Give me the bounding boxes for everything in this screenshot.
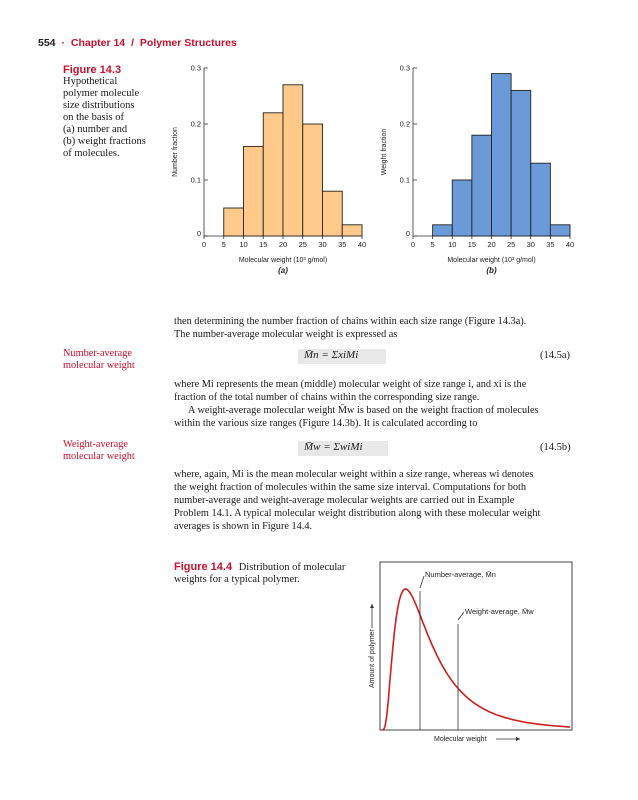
- header-dot: ·: [61, 37, 65, 49]
- x-tick-label-a: 25: [298, 240, 307, 249]
- margin-note-number-average: [63, 348, 135, 372]
- y-axis-arrowhead: [370, 604, 374, 608]
- text-line: where Mi represents the mean (middle) molecular weight of size range i, and xi is the: [174, 379, 527, 390]
- x-tick-label-b: 25: [506, 240, 516, 249]
- y-axis-label-a: Number fraction: [172, 127, 179, 177]
- bar-a: [323, 191, 343, 236]
- bar-b: [452, 180, 472, 236]
- paragraph-3: [174, 468, 586, 533]
- figure-14-4-label: Figure 14.4: [174, 561, 233, 573]
- bar-b: [531, 163, 551, 236]
- x-axis-label: Molecular weight: [434, 736, 487, 743]
- paragraph-1: [174, 315, 586, 341]
- x-tick-label-b: 10: [448, 240, 457, 249]
- caption-line: polymer molecule: [63, 88, 140, 99]
- x-tick-label-b: 30: [526, 240, 535, 249]
- bar-b: [472, 135, 492, 236]
- x-tick-label-b: 40: [565, 240, 575, 249]
- y-axis-label-b: Weight fraction: [381, 128, 388, 176]
- text-line: averages is shown in Figure 14.4.: [174, 521, 313, 532]
- header-slash: /: [131, 37, 134, 49]
- bar-a: [244, 146, 264, 236]
- bar-a: [342, 225, 362, 236]
- y-tick-label-a: 0.2: [190, 119, 201, 129]
- text-line: where, again, Mi is the mean molecular weight within a size range, whereas wi denotes: [174, 469, 534, 480]
- x-tick-label-a: 35: [338, 240, 347, 249]
- y-tick-label-b: 0.1: [399, 175, 410, 185]
- text-line: within the various size ranges (Figure 14.3b). It is calculated according to: [174, 418, 478, 429]
- caption-line: Hypothetical: [63, 76, 118, 87]
- margin-note-weight-average: [63, 439, 135, 463]
- x-tick-label-a: 40: [357, 240, 367, 249]
- text-line: fraction of the total number of chains within the corresponding size range.: [174, 392, 480, 403]
- weight-average-annotation: Weight-average, M̄w: [465, 607, 534, 616]
- caption-line: on the basis of: [63, 112, 124, 123]
- equation-14-5b: M̄w = ΣwiMi: [304, 441, 363, 453]
- caption-line: (b) weight fractions: [63, 136, 146, 147]
- equation-14-5a: M̄n = ΣxiMi: [304, 349, 359, 361]
- equation-14-5b-number: (14.5b): [540, 442, 571, 453]
- caption-line: weights for a typical polymer.: [174, 574, 300, 585]
- chapter-title: Polymer Structures: [139, 37, 237, 49]
- molecular-weight-distribution-plot: [368, 560, 578, 750]
- y-tick-label-b: 0: [405, 229, 410, 238]
- caption-line: (a) number and: [63, 124, 128, 135]
- y-tick-label-b: 0.2: [399, 119, 410, 129]
- x-tick-label-a: 20: [278, 240, 288, 249]
- bar-b: [550, 225, 570, 236]
- bar-a: [224, 208, 244, 236]
- y-tick-label-a: 0: [196, 229, 201, 238]
- chapter-label: Chapter 14: [70, 37, 126, 49]
- bar-a: [263, 113, 283, 236]
- x-axis-arrowhead: [516, 737, 520, 741]
- caption-line: Distribution of molecular: [238, 562, 346, 573]
- text-line: number-average and weight-average molecular weights are carried out in Example: [174, 495, 515, 506]
- x-tick-label-b: 35: [546, 240, 555, 249]
- text-line: Problem 14.1. A typical molecular weight distribution along with these molecular weight: [174, 508, 541, 519]
- paragraph-2: [174, 378, 586, 430]
- x-tick-label-a: 15: [259, 240, 268, 249]
- x-tick-label-a: 5: [221, 240, 226, 249]
- x-axis-label-b: Molecular weight (10³ g/mol): [447, 257, 536, 264]
- text-line: A weight-average molecular weight M̄w is based on the weight fraction of molecules: [188, 405, 539, 416]
- page-number: 554: [38, 37, 56, 49]
- bar-a: [283, 85, 303, 236]
- y-tick-label-a: 0.1: [190, 175, 201, 185]
- margin-note-line: Weight-average: [63, 439, 128, 450]
- bar-b: [511, 90, 531, 236]
- equation-14-5a-number: (14.5a): [540, 350, 571, 361]
- bar-b: [492, 74, 512, 236]
- x-tick-label-b: 5: [430, 240, 435, 249]
- panel-label-a: (a): [278, 266, 288, 275]
- equation-14-5a-box: [298, 349, 386, 364]
- caption-line: of molecules.: [63, 148, 120, 159]
- x-tick-label-a: 10: [239, 240, 248, 249]
- panel-label-b: (b): [486, 266, 497, 275]
- x-tick-label-b: 15: [467, 240, 477, 249]
- figure-14-4-caption: [174, 561, 364, 586]
- bar-b: [433, 225, 453, 236]
- x-tick-label-b: 20: [487, 240, 496, 249]
- x-axis-label-a: Molecular weight (10³ g/mol): [238, 257, 328, 264]
- number-average-annotation: Number-average, M̄n: [425, 570, 496, 579]
- histogram-number-fraction: [0, 0, 638, 290]
- caption-line: size distributions: [63, 100, 135, 111]
- text-line: The number-average molecular weight is expressed as: [174, 329, 398, 340]
- equation-14-5b-box: [298, 441, 388, 456]
- y-axis-label: Amount of polymer: [369, 629, 376, 688]
- margin-note-line: Number-average: [63, 348, 132, 359]
- figure-14-3-label: Figure 14.3: [63, 64, 122, 76]
- margin-note-line: molecular weight: [63, 451, 135, 462]
- x-tick-label-a: 0: [201, 240, 207, 249]
- x-tick-label-a: 30: [318, 240, 327, 249]
- y-tick-label-a: 0.3: [190, 63, 201, 73]
- y-tick-label-b: 0.3: [399, 63, 410, 73]
- x-tick-label-b: 0: [410, 240, 416, 249]
- bar-a: [303, 124, 323, 236]
- margin-note-line: molecular weight: [63, 360, 135, 371]
- text-line: the weight fraction of molecules within the same size interval. Computations for both: [174, 482, 527, 493]
- text-line: then determining the number fraction of chains within each size range (Figure 14.3a).: [174, 316, 527, 327]
